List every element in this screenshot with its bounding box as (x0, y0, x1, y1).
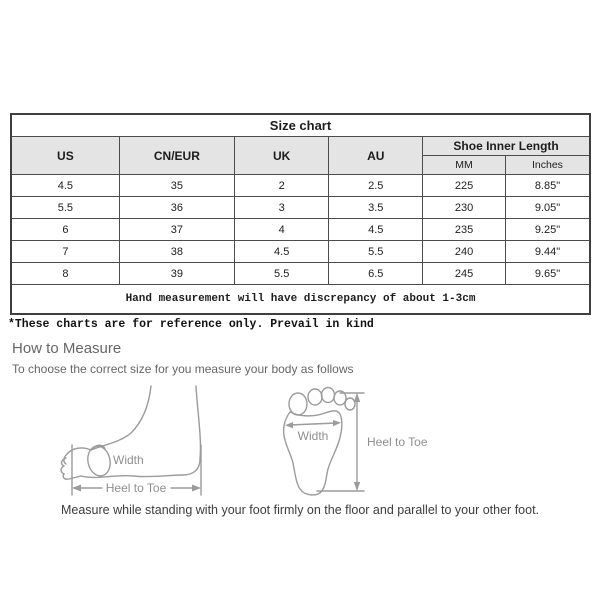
cell-us: 4.5 (11, 175, 119, 197)
col-header-uk: UK (234, 137, 328, 175)
side-view-length-label: Heel to Toe (105, 481, 167, 495)
col-header-inches: Inches (505, 156, 590, 175)
table-title: Size chart (11, 114, 590, 137)
cell-us: 8 (11, 263, 119, 285)
footprint-diagram (270, 383, 445, 508)
table-title-row (11, 114, 590, 137)
cell-au: 6.5 (329, 263, 423, 285)
table-row (11, 197, 590, 219)
table-row (11, 219, 590, 241)
cell-uk: 5.5 (234, 263, 328, 285)
cell-mm: 230 (423, 197, 506, 219)
cell-uk: 3 (234, 197, 328, 219)
size-chart-section (10, 113, 591, 315)
cell-us: 5.5 (11, 197, 119, 219)
table-header-row (11, 137, 590, 156)
cell-inches: 8.85" (505, 175, 590, 197)
col-header-cneur: CN/EUR (119, 137, 234, 175)
cell-inches: 9.25" (505, 219, 590, 241)
cell-mm: 240 (423, 241, 506, 263)
cell-mm: 245 (423, 263, 506, 285)
cell-uk: 2 (234, 175, 328, 197)
col-header-mm: MM (423, 156, 506, 175)
table-row (11, 263, 590, 285)
footprint-length-label: Heel to Toe (367, 435, 428, 449)
cell-inches: 9.44" (505, 241, 590, 263)
cell-au: 5.5 (329, 241, 423, 263)
foot-side-view-diagram (55, 383, 255, 508)
cell-uk: 4.5 (234, 241, 328, 263)
cell-mm: 235 (423, 219, 506, 241)
col-header-inner-length: Shoe Inner Length (423, 137, 590, 156)
cell-cneur: 36 (119, 197, 234, 219)
side-view-width-label: Width (113, 453, 144, 467)
cell-cneur: 35 (119, 175, 234, 197)
how-to-measure-subheading: To choose the correct size for you measure your body as follows (12, 362, 354, 376)
table-footnote-row (11, 285, 590, 315)
how-to-measure-heading: How to Measure (12, 340, 122, 357)
table-row (11, 175, 590, 197)
cell-us: 7 (11, 241, 119, 263)
cell-au: 2.5 (329, 175, 423, 197)
size-chart-table (10, 113, 591, 315)
footprint-width-label: Width (297, 429, 329, 443)
measure-instruction-caption: Measure while standing with your foot firmly on the floor and parallel to your other foot. (60, 503, 540, 517)
cell-mm: 225 (423, 175, 506, 197)
cell-cneur: 39 (119, 263, 234, 285)
cell-uk: 4 (234, 219, 328, 241)
col-header-au: AU (329, 137, 423, 175)
cell-au: 3.5 (329, 197, 423, 219)
cell-inches: 9.05" (505, 197, 590, 219)
reference-note: *These charts are for reference only. Prevail in kind (8, 318, 374, 331)
table-footnote: Hand measurement will have discrepancy of about 1-3cm (11, 285, 590, 315)
cell-cneur: 38 (119, 241, 234, 263)
cell-inches: 9.65" (505, 263, 590, 285)
col-header-us: US (11, 137, 119, 175)
cell-cneur: 37 (119, 219, 234, 241)
table-row (11, 241, 590, 263)
cell-us: 6 (11, 219, 119, 241)
cell-au: 4.5 (329, 219, 423, 241)
